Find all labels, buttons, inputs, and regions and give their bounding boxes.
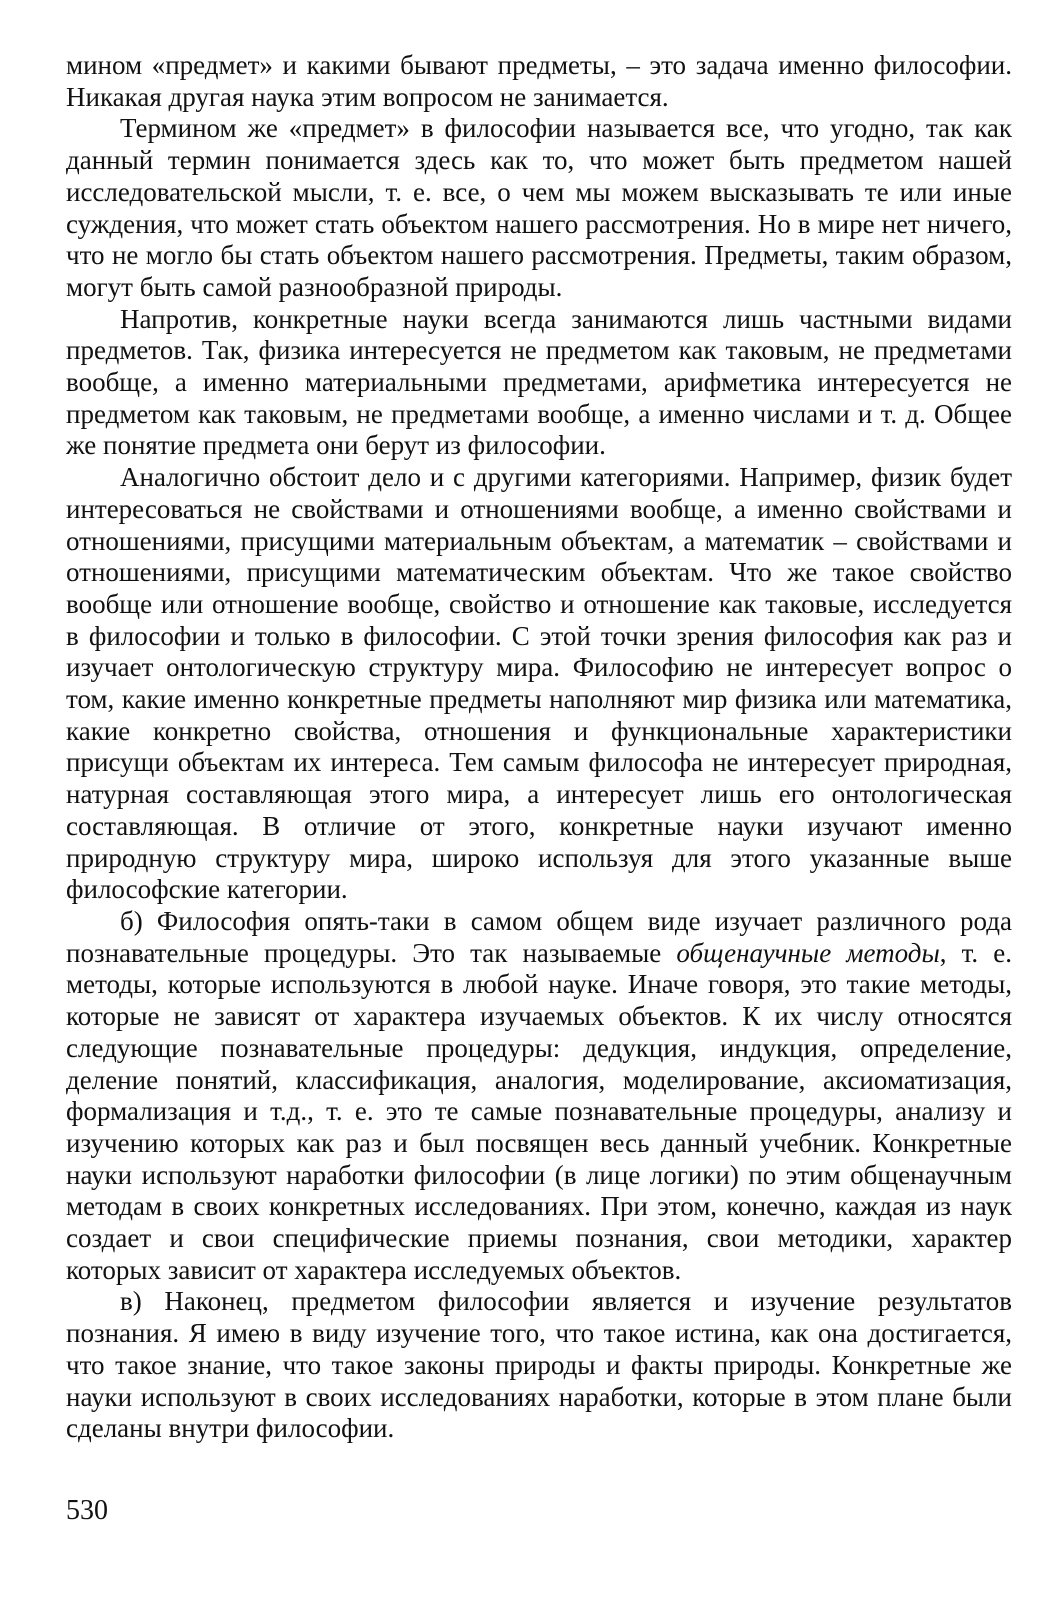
paragraph-subject-term: Термином же «предмет» в философии называется все, что угодно, так как данный термин понимается здесь как то, что может быть предметом нашей исследовательской мысли, т. е. все, о чем мы можем высказывать те или иные суждения, что может стать объектом нашего рассмотрения. Но в мире нет ничего, что не могло бы стать объектом нашего рассмотрения. Предметы, таким образом, могут быть самой разнообразной природы. — [66, 113, 1012, 302]
emphasis-general-methods: общенаучные методы — [676, 937, 940, 968]
paragraph-general-methods-after: , т. е. методы, которые используются в любой науке. Иначе говоря, это такие методы, которые не зависят от характера изучаемых объектов. К их числу относятся следующие познавательные процедуры: дедукция, индукция, определение, деление понятий, классификация, аналогия, моделирование, аксиоматизация, формализация и т.д., т. е. это те самые познавательные процедуры, анализу и изучению которых как раз и был посвящен весь данный учебник. Конкретные науки используют наработки философии (в лице логики) по этим общенаучным методам в своих конкретных исследованиях. При этом, конечно, каждая из наук создает и свои специфические приемы познания, свои методики, характер которых зависит от характера исследуемых объектов. — [66, 937, 1012, 1285]
paragraph-continuation: мином «предмет» и какими бывают предметы, – это задача именно философии. Никакая другая наука этим вопросом не занимается. — [66, 50, 1012, 112]
page-number: 530 — [66, 1495, 108, 1526]
paragraph-results-of-cognition: в) Наконец, предметом философии является и изучение результатов познания. Я имею в виду изучение того, что такое истина, как она достигается, что такое знание, что такое законы природы и факты природы. Конкретные же науки используют в своих исследованиях наработки, которые в этом плане были сделаны внутри философии. — [66, 1286, 1012, 1444]
paragraph-general-methods — [66, 906, 1012, 1286]
page-body — [66, 50, 1012, 1445]
paragraph-general-methods-before: б) Философия опять-таки в самом общем виде изучает различного рода познавательные процедуры. Это так называемые — [66, 905, 1012, 968]
paragraph-concrete-sciences: Напротив, конкретные науки всегда занимаются лишь частными видами предметов. Так, физика интересуется не предметом как таковым, не предметами вообще, а именно материальными предметами, арифметика интересуется не предметом как таковым, не предметами вообще, а именно числами и т. д. Общее же понятие предмета они берут из философии. — [66, 303, 1012, 461]
paragraph-categories: Аналогично обстоит дело и с другими категориями. Например, физик будет интересоваться не свойствами и отношениями вообще, а именно свойствами и отношениями, присущими материальным объектам, а математик – свойствами и отношениями, присущими математическим объектам. Что же такое свойство вообще или отношение вообще, свойство и отношение как таковые, исследуется в философии и только в философии. С этой точки зрения философия как раз и изучает онтологическую структуру мира. Философию не интересует вопрос о том, какие именно конкретные предметы наполняют мир физика или математика, какие конкретно свойства, отношения и функциональные характеристики присущи объектам их интереса. Тем самым философа не интересует природная, натурная составляющая этого мира, а интересует лишь его онтологическая составляющая. В отличие от этого, конкретные науки изучают именно природную структуру мира, широко используя для этого указанные выше философские категории. — [66, 462, 1012, 905]
